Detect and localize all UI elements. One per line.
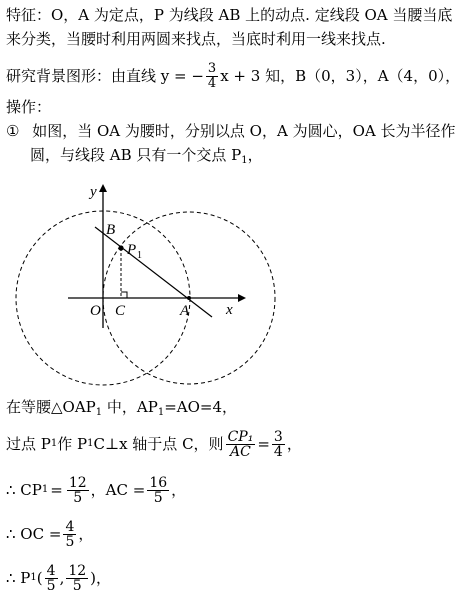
sol4-a: ∴ OC =	[6, 525, 62, 543]
ac-numerator: 16	[149, 474, 168, 491]
step1-p-subscript: 1	[241, 155, 248, 166]
oc-fraction	[63, 520, 76, 549]
x-axis-arrow-icon	[238, 294, 246, 302]
sol5-a: ∴ P	[6, 569, 31, 587]
sol2-a: 过点 P	[6, 435, 51, 453]
right-angle-mark	[121, 292, 127, 298]
sol2-c: C⊥x 轴于点 C，则	[93, 435, 224, 453]
step1-line2-suffix: ，	[247, 146, 263, 164]
ratio-value-denominator: 4	[273, 443, 283, 460]
sol2-sub: 1	[50, 438, 58, 449]
ac-fraction	[147, 476, 169, 505]
background-suffix: x + 3 知，B（0，3），A（4，0），	[220, 67, 461, 85]
step1-line-2	[30, 146, 263, 170]
circled-one-marker: ①	[6, 122, 20, 140]
sol3-end: ，	[171, 481, 187, 499]
slope-numerator: 3	[207, 60, 217, 76]
ratio-numerator: CP₁	[227, 428, 254, 445]
oc-denominator: 5	[65, 533, 75, 550]
label-P-subscript: 1	[137, 250, 142, 261]
p1-y-numerator: 12	[68, 562, 87, 579]
point-P1	[118, 245, 123, 250]
sol1-sub2: 1	[157, 407, 165, 418]
geometry-figure	[0, 170, 300, 388]
ratio-fraction	[226, 430, 256, 459]
sol3-sub: 1	[41, 484, 49, 495]
label-P: P	[127, 242, 137, 258]
sol5-open-paren: (	[36, 569, 43, 587]
feature-line-1: 特征：O，A 为定点，P 为线段 AB 上的动点. 定线段 OA 当腰当底	[6, 6, 453, 24]
p1-x-fraction	[45, 564, 58, 593]
point-A	[187, 296, 191, 300]
label-x: x	[226, 302, 233, 318]
oc-numerator: 4	[65, 518, 75, 535]
sol3-eq: =	[50, 481, 63, 499]
step1-line2-prefix: 圆，与线段 AB 只有一个交点 P	[30, 146, 242, 164]
background-line	[6, 58, 460, 94]
sol1-a: 在等腰△OAP	[6, 398, 96, 416]
y-axis-arrow-icon	[99, 184, 107, 192]
ratio-denominator: AC	[230, 443, 251, 460]
sol2-sub2: 1	[87, 438, 94, 449]
line-AB	[95, 227, 212, 317]
p1-x-denominator: 5	[46, 577, 56, 594]
operation-heading: 操作：	[6, 98, 52, 116]
solution-line-5	[6, 558, 111, 598]
sol2-end: ，	[286, 435, 302, 453]
sol5-comma: ,	[59, 569, 65, 587]
slope-fraction	[206, 62, 218, 91]
step1-text: 如图，当 OA 为腰时，分别以点 O，A 为圆心，OA 长为半径作	[32, 122, 456, 140]
sol4-end: ，	[78, 525, 94, 543]
label-O: O	[90, 303, 101, 319]
ac-denominator: 5	[153, 489, 163, 506]
ratio-value-fraction	[272, 430, 285, 459]
sol2-b: 作 P	[57, 435, 88, 453]
solution-line-3	[6, 470, 186, 510]
sol1-b: 中，AP	[102, 398, 158, 416]
label-B: B	[106, 222, 116, 238]
cp1-fraction	[67, 476, 89, 505]
cp1-numerator: 12	[68, 474, 87, 491]
slope-denominator: 4	[207, 75, 217, 91]
label-y: y	[90, 184, 97, 200]
sol5-sub: 1	[30, 572, 37, 583]
sol3-b: ，AC =	[90, 481, 146, 499]
sol1-sub: 1	[95, 407, 103, 418]
p1-y-fraction	[66, 564, 88, 593]
cp1-denominator: 5	[73, 489, 83, 506]
step1-line-1	[6, 122, 455, 140]
p1-y-denominator: 5	[72, 577, 82, 594]
solution-line-2	[6, 424, 302, 464]
sol3-a: ∴ CP	[6, 481, 42, 499]
sol5-end: )，	[90, 569, 112, 587]
sol1-c: =AO=4，	[164, 398, 238, 416]
ratio-value-numerator: 3	[273, 428, 283, 445]
label-A: A	[180, 303, 190, 319]
ratio-equals: =	[257, 435, 270, 453]
solution-line-1	[6, 398, 237, 422]
background-prefix: 研究背景图形：由直线 y = −	[6, 67, 204, 85]
label-C: C	[115, 303, 126, 319]
feature-line-2: 来分类，当腰时利用两圆来找点，当底时利用一线来找点.	[6, 30, 386, 48]
p1-x-numerator: 4	[46, 562, 56, 579]
solution-line-4	[6, 514, 93, 554]
